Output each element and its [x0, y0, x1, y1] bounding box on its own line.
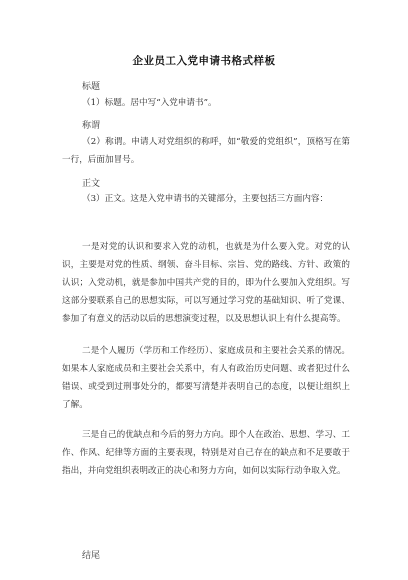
document-title: 企业员工入党申请书格式样板	[132, 55, 276, 67]
section-text-title: （1）标题。居中写“入党申请书”。	[82, 98, 217, 108]
section-text-body: （3）正文。这是入党申请书的关键部分，主要包括三方面内容：	[82, 194, 329, 204]
body-paragraph-2: 二是个人履历（学历和工作经历）、家庭成员和主要社会关系的情况。如果本人家庭成员和主要社会关系中，有人有政治历史问题、或者犯过什么错误、或受到过刑事处分的，都要写清楚并表明自己的态度，以便让组织上了解。	[62, 346, 350, 410]
section-text-salutation: （2）称谓。申请人对党组织的称呼，如“敬爱的党组织”，顶格写在第一行，后面加冒号。	[62, 137, 350, 165]
section-label-title: 标题	[82, 82, 101, 92]
body-paragraph-1: 一是对党的认识和要求入党的动机，也就是为什么要入党。对党的认识，主要是对党的性质、纲领、奋斗目标、宗旨、党的路线、方针、政策的认识；入党动机，就是参加中国共产党的目的，即为什么要加入党组织。写这部分要联系自己的思想实际，可以写通过学习党的基础知识、听了党课、参加了有意义的活动以后的思想演变过程，以及思想认识上有什么提高等。	[62, 242, 350, 324]
body-paragraph-3: 三是自己的优缺点和今后的努力方向。即个人在政治、思想、学习、工作、作风、纪律等方面的主要表现，特别是对自己存在的缺点和不足要敢于指出，并向党组织表明改正的决心和努力方向，如何以实际行动争取入党。	[62, 430, 350, 476]
section-label-closing: 结尾	[82, 551, 101, 561]
section-label-salutation: 称谓	[82, 121, 101, 131]
section-label-body: 正文	[82, 179, 101, 189]
